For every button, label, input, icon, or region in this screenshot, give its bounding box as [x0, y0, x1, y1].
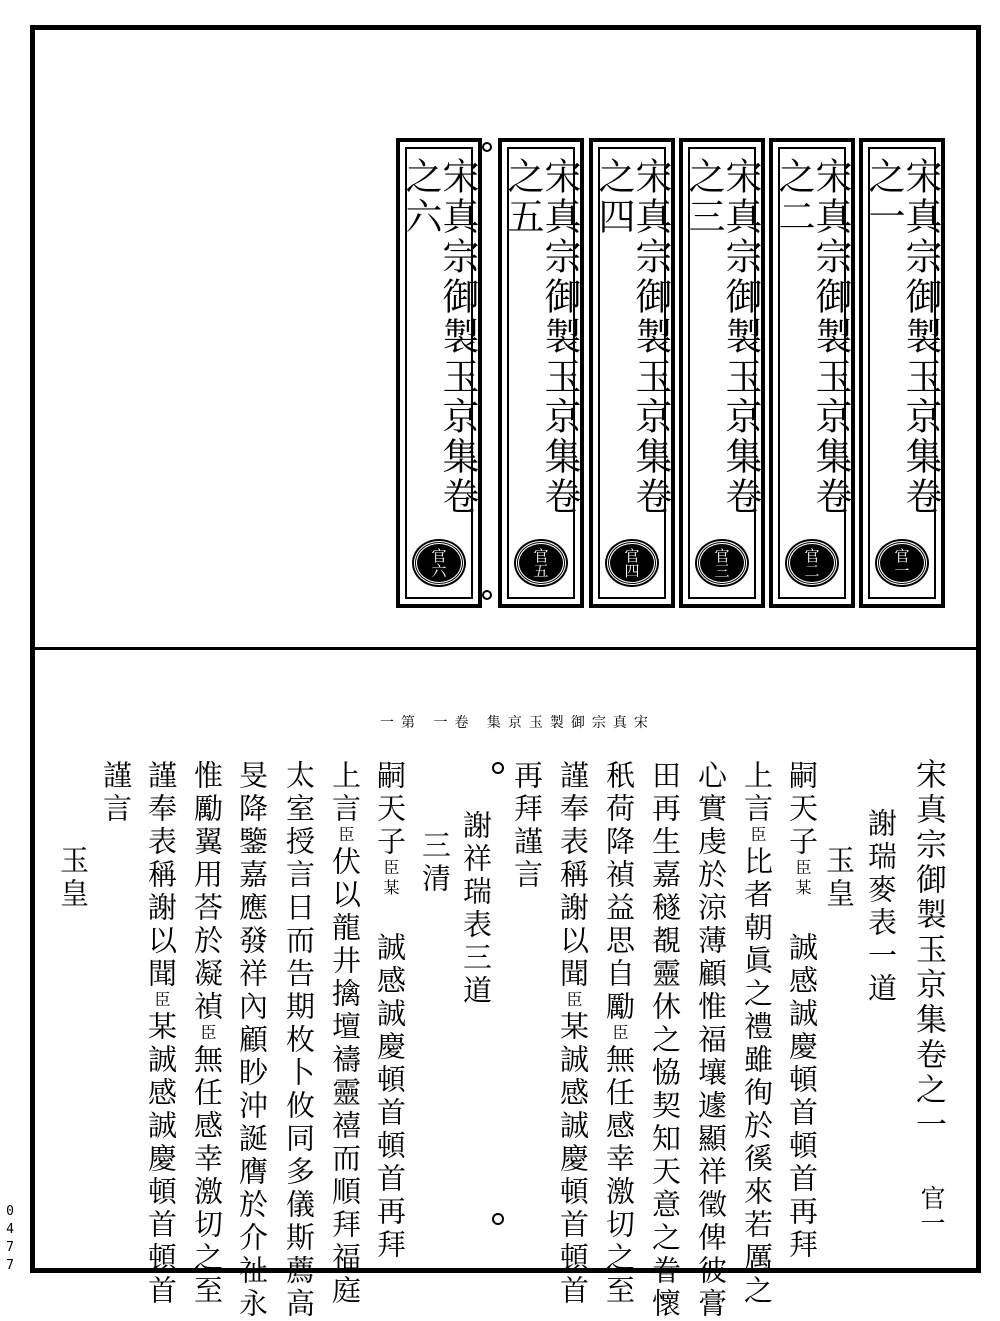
- binding-hole-icon: [482, 590, 492, 600]
- volume-slip-3: [679, 138, 765, 608]
- slip-title: 宋真宗御製玉京集卷之三: [682, 157, 762, 517]
- volume-slip-5: [498, 138, 584, 608]
- text-column: 嗣天子臣某 誠感誠慶頓首頓首再拜: [373, 760, 407, 1262]
- text-column: 謹奉表稱謝以聞臣某誠感誠慶頓首頓首: [556, 760, 590, 1308]
- text-column: 旻降鑒嘉應發祥內顧眇沖誕膺於介祉永: [235, 760, 269, 1321]
- slip-title: 宋真宗御製玉京集卷之五: [501, 157, 581, 517]
- volume-slip-6: [396, 138, 482, 608]
- text-column: 上言臣比者朝眞之禮雖徇於徯來若厲之: [740, 760, 774, 1308]
- seal-mark: 官二: [787, 541, 837, 585]
- text-column: 秖荷降禎益思自勵臣無任感幸激切之至: [602, 760, 636, 1308]
- addressee: 玉皇: [56, 845, 90, 911]
- seal-mark: 官四: [607, 541, 657, 585]
- slip-title: 宋真宗御製玉京集卷之二: [772, 157, 852, 517]
- seal-mark: 官五: [516, 541, 566, 585]
- folio-mark: 官一: [917, 1185, 946, 1235]
- text-column: 心實虔於涼薄顧惟福壤遽顯祥徵俾彼膏: [694, 760, 728, 1321]
- circle-mark-icon: [492, 762, 504, 774]
- text-column: 謹奉表稱謝以聞臣某誠感誠慶頓首頓首: [144, 760, 178, 1308]
- volume-heading: 宋真宗御製玉京集卷之一: [910, 758, 946, 1143]
- circle-mark-icon: [492, 1213, 504, 1225]
- text-column: 謹言: [99, 760, 133, 826]
- running-header: 宋真宗御製玉京集 卷一 第一: [380, 715, 655, 731]
- memorial-title: 謝瑞麥表一道: [864, 808, 898, 1006]
- text-column: 上言臣伏以龍井擒壇禱靈禧而順拜福庭: [328, 760, 362, 1308]
- text-column: 嗣天子臣某 誠感誠慶頓首頓首再拜: [785, 760, 819, 1262]
- slip-title: 宋真宗御製玉京集卷之六: [399, 157, 479, 517]
- text-column: 再拜謹言: [510, 760, 544, 892]
- slip-title: 宋真宗御製玉京集卷之四: [592, 157, 672, 517]
- addressee: 三清: [418, 830, 452, 896]
- text-column: 太室授言日而告期枚卜攸同多儀斯薦高: [282, 760, 316, 1321]
- seal-mark: 官六: [414, 541, 464, 585]
- memorial-title: 謝祥瑞表三道: [459, 810, 493, 1008]
- page-divider: [30, 647, 981, 650]
- slip-title: 宋真宗御製玉京集卷之一: [862, 157, 942, 517]
- volume-slip-4: [589, 138, 675, 608]
- seal-mark: 官三: [697, 541, 747, 585]
- page-number: 0 4 7 7: [6, 1204, 14, 1273]
- seal-mark: 官一: [877, 541, 927, 585]
- text-column: 惟勵翼用荅於凝禎臣無任感幸激切之至: [190, 760, 224, 1308]
- volume-slip-1: [859, 138, 945, 608]
- text-column: 田再生嘉穟覩靈休之恊契知天意之眷懷: [648, 760, 682, 1321]
- volume-slip-2: [769, 138, 855, 608]
- binding-hole-icon: [482, 142, 492, 152]
- addressee: 玉皇: [822, 845, 856, 911]
